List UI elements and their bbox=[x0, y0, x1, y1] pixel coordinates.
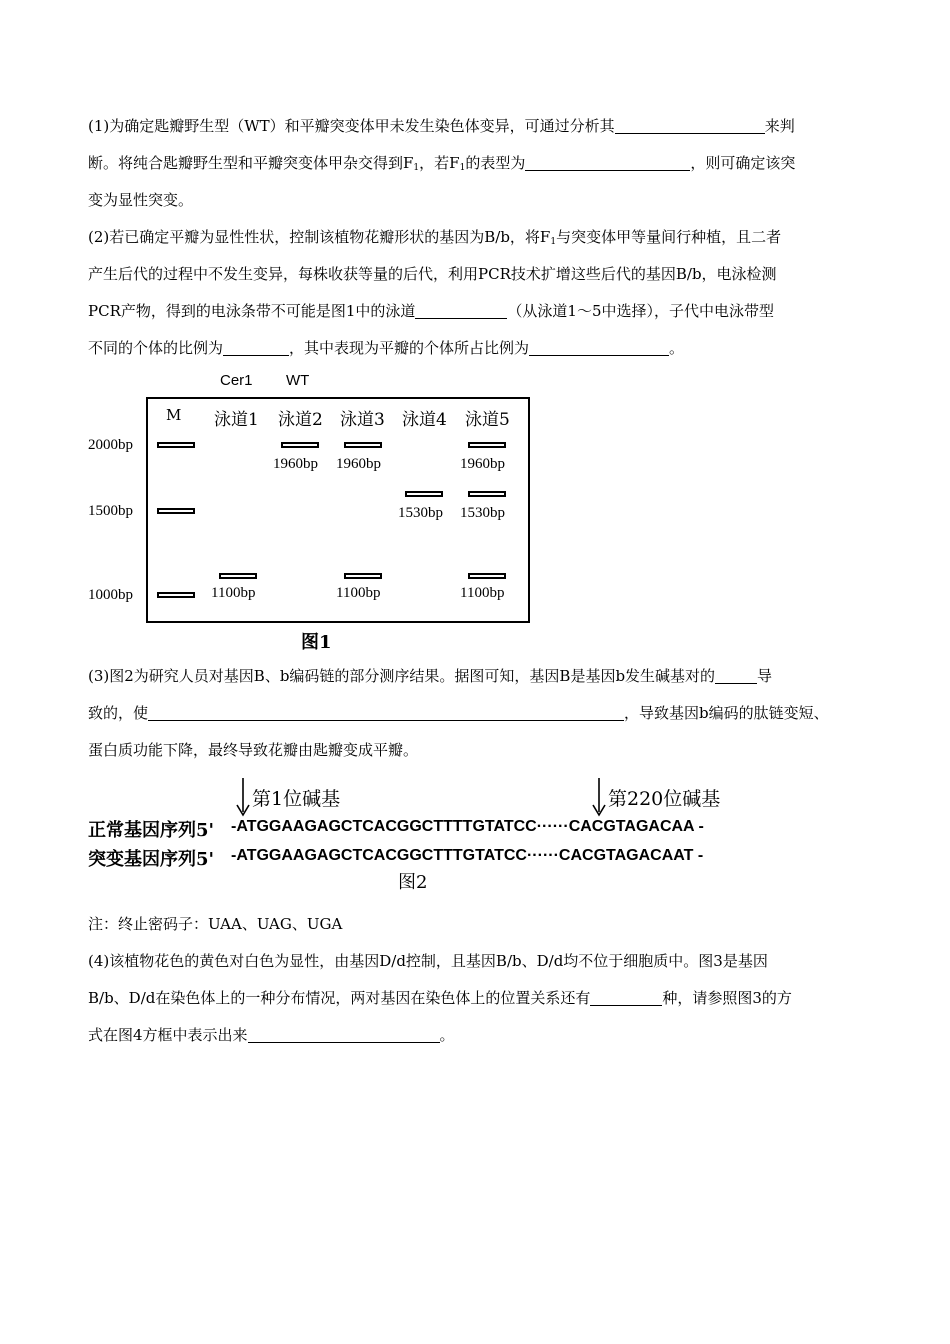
lane-label-1: 泳道1 bbox=[214, 410, 259, 430]
top-label-wt: WT bbox=[286, 372, 310, 389]
q2-line3: PCR产物，得到的电泳条带不可能是图1中的泳道 （从泳道1～5中选择），子代中电泳带型 bbox=[88, 302, 775, 320]
normal-seq-label: 正常基因序列5' bbox=[88, 820, 215, 841]
figure-1-caption: 图1 bbox=[301, 632, 332, 653]
band-lane5-1100 bbox=[468, 573, 506, 579]
arrow1-label: 第1位碱基 bbox=[252, 788, 341, 810]
mutant-seq: -ATGGAAGAGCTCACGGCTTTGTATCC······CACGTAGACAAT - bbox=[231, 847, 704, 864]
q4-blank-2[interactable] bbox=[248, 1024, 440, 1043]
normal-seq: -ATGGAAGAGCTCACGGCTTTTGTATCC······CACGTAGACAA - bbox=[231, 818, 704, 835]
q1-line3: 变为显性突变。 bbox=[88, 191, 194, 209]
label-lane5-1960: 1960bp bbox=[460, 456, 505, 472]
label-lane5-1530: 1530bp bbox=[460, 505, 505, 521]
q4-line2: B/b、D/d在染色体上的一种分布情况，两对基因在染色体上的位置关系还有 种，请参照图3的方 bbox=[88, 989, 792, 1007]
band-lane5-1530 bbox=[468, 491, 506, 497]
marker-label-1000: 1000bp bbox=[88, 587, 133, 603]
q2-blank-3[interactable] bbox=[529, 337, 669, 356]
q4-line1: (4)该植物花色的黄色对白色为显性，由基因D/d控制，且基因B/b、D/d均不位于细胞质中。图3是基因 bbox=[88, 952, 768, 970]
top-label-cer1: Cer1 bbox=[220, 372, 253, 389]
figure-2-caption: 图2 bbox=[398, 872, 428, 893]
q1-line1: (1)为确定匙瓣野生型（WT）和平瓣突变体甲未发生染色体变异，可通过分析其 来判 bbox=[88, 117, 795, 135]
q2-line1: (2)若已确定平瓣为显性性状，控制该植物花瓣形状的基因为B/b，将$F_1$与突变体甲等量间行种植，且二者 bbox=[88, 228, 782, 247]
q3-blank-2[interactable] bbox=[148, 702, 624, 721]
q2-blank-1[interactable] bbox=[415, 300, 507, 319]
q1-line2: 断。将纯合匙瓣野生型和平瓣突变体甲杂交得到$F_1$，若$F_1$的表型为 ，则可确定该突 bbox=[88, 154, 796, 173]
lane-label-5: 泳道5 bbox=[465, 410, 510, 430]
note: 注：终止密码子：UAA、UAG、UGA bbox=[88, 915, 343, 933]
q4-line3: 式在图4方框中表示出来 。 bbox=[88, 1026, 455, 1044]
q1-blank-1[interactable] bbox=[615, 115, 765, 134]
band-marker-2000 bbox=[157, 442, 195, 448]
arrow-down-icon bbox=[236, 778, 250, 818]
band-lane4-1530 bbox=[405, 491, 443, 497]
band-lane2-1960 bbox=[281, 442, 319, 448]
question-3 bbox=[88, 658, 864, 769]
q3-line2: 致的，使 ，导致基因b编码的肽链变短、 bbox=[88, 704, 829, 722]
band-marker-1000 bbox=[157, 592, 195, 598]
q3-line3: 蛋白质功能下降，最终导致花瓣由匙瓣变成平瓣。 bbox=[88, 741, 419, 759]
q3-line1: (3)图2为研究人员对基因B、b编码链的部分测序结果。据图可知，基因B是基因b发生碱基对的 导 bbox=[88, 667, 773, 685]
band-marker-1500 bbox=[157, 508, 195, 514]
label-lane5-1100: 1100bp bbox=[460, 585, 505, 601]
label-lane4-1530: 1530bp bbox=[398, 505, 443, 521]
q2-line2: 产生后代的过程中不发生变异，每株收获等量的后代，利用PCR技术扩增这些后代的基因B/b，电泳检测 bbox=[88, 265, 777, 283]
arrow2-label: 第220位碱基 bbox=[608, 788, 721, 810]
q2-blank-2[interactable] bbox=[223, 337, 289, 356]
q2-line4: 不同的个体的比例为 ，其中表现为平瓣的个体所占比例为 。 bbox=[88, 339, 685, 357]
label-lane3-1100: 1100bp bbox=[336, 585, 381, 601]
question-4 bbox=[88, 943, 864, 1054]
band-lane1-1100 bbox=[219, 573, 257, 579]
arrow-down-icon-220 bbox=[592, 778, 606, 818]
label-lane1-1100: 1100bp bbox=[211, 585, 256, 601]
label-lane3-1960: 1960bp bbox=[336, 456, 381, 472]
band-lane3-1960 bbox=[344, 442, 382, 448]
mutant-seq-label: 突变基因序列5' bbox=[88, 849, 215, 870]
lane-label-m: M bbox=[166, 406, 182, 424]
question-2 bbox=[88, 219, 864, 367]
lane-label-3: 泳道3 bbox=[340, 410, 385, 430]
label-lane2-1960: 1960bp bbox=[273, 456, 318, 472]
q1-blank-2[interactable] bbox=[525, 152, 690, 171]
q4-blank-1[interactable] bbox=[590, 987, 662, 1006]
marker-label-1500: 1500bp bbox=[88, 503, 133, 519]
lane-label-2: 泳道2 bbox=[278, 410, 323, 430]
question-1 bbox=[88, 108, 864, 219]
marker-label-2000: 2000bp bbox=[88, 437, 133, 453]
lane-label-4: 泳道4 bbox=[402, 410, 447, 430]
band-lane5-1960 bbox=[468, 442, 506, 448]
band-lane3-1100 bbox=[344, 573, 382, 579]
q3-blank-1[interactable] bbox=[715, 665, 757, 684]
